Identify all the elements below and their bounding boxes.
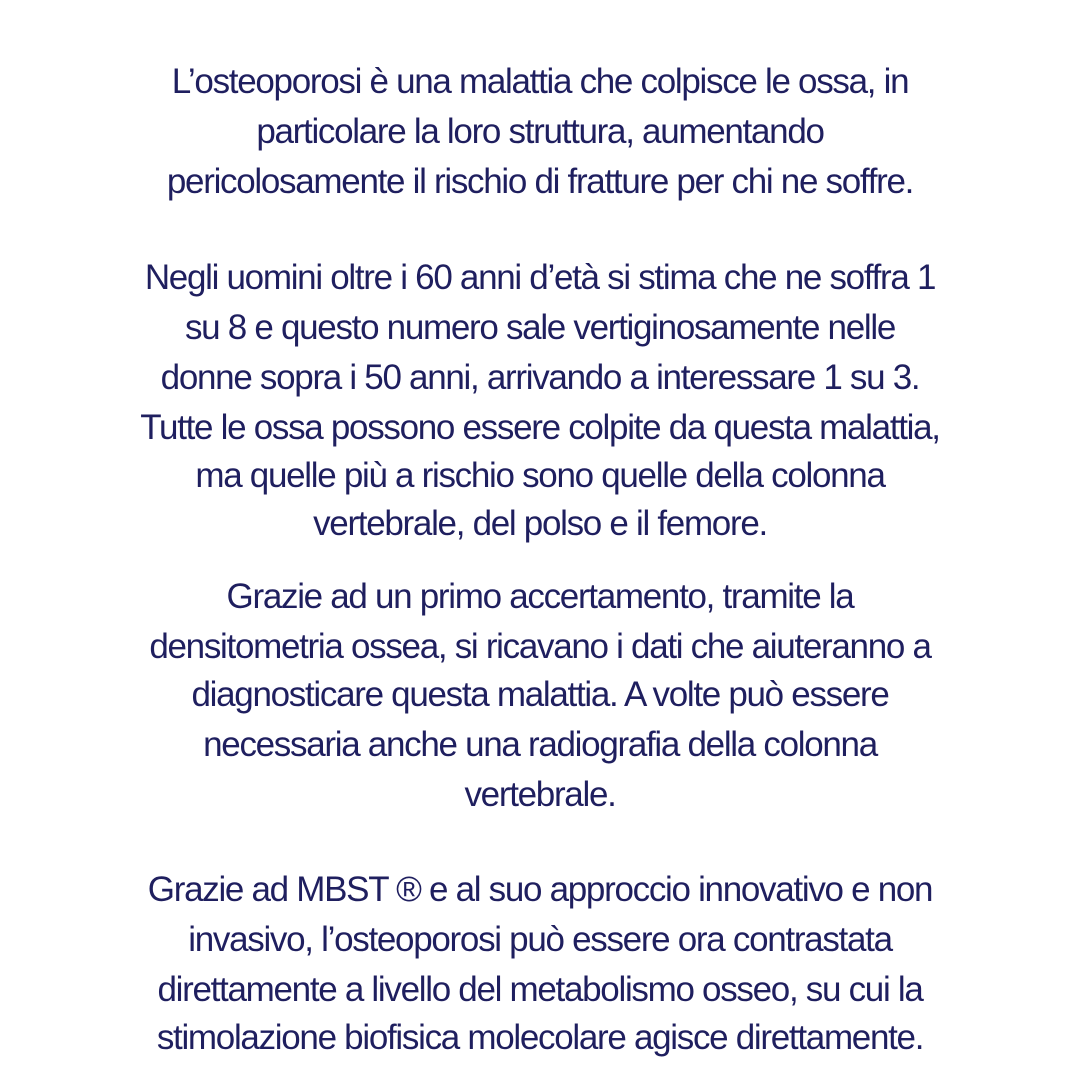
text-line: stimolazione biofisica molecolare agisce direttamente.	[156, 1018, 924, 1057]
text-line: direttamente a livello del metabolismo osseo, su cui la	[157, 970, 923, 1009]
text-line: pericolosamente il rischio di fratture per chi ne soffre.	[166, 162, 914, 201]
text-line: densitometria ossea, si ricavano i dati che aiuteranno a	[149, 627, 931, 666]
text-line: donne sopra i 50 anni, arrivando a interessare 1 su 3.	[160, 358, 920, 397]
text-line: necessaria anche una radiografia della colonna	[203, 725, 877, 764]
text-line: L’osteoporosi è una malattia che colpisce le ossa, in	[171, 62, 909, 101]
text-line: Tutte le ossa possono essere colpite da questa malattia,	[140, 408, 940, 447]
text-line: Negli uomini oltre i 60 anni d’età si stima che ne soffra 1	[144, 258, 936, 297]
text-line: vertebrale.	[464, 775, 616, 814]
text-line: ma quelle più a rischio sono quelle della colonna	[195, 456, 885, 495]
text-line: diagnosticare questa malattia. A volte può essere	[191, 675, 889, 714]
text-line: su 8 e questo numero sale vertiginosamente nelle	[184, 308, 895, 347]
text-line: Grazie ad un primo accertamento, tramite la	[226, 577, 854, 616]
text-line: Grazie ad MBST ® e al suo approccio innovativo e non	[147, 870, 933, 909]
text-line: particolare la loro struttura, aumentando	[256, 112, 824, 151]
text-line: invasivo, l’osteoporosi può essere ora contrastata	[188, 920, 892, 959]
text-line: vertebrale, del polso e il femore.	[313, 504, 767, 543]
